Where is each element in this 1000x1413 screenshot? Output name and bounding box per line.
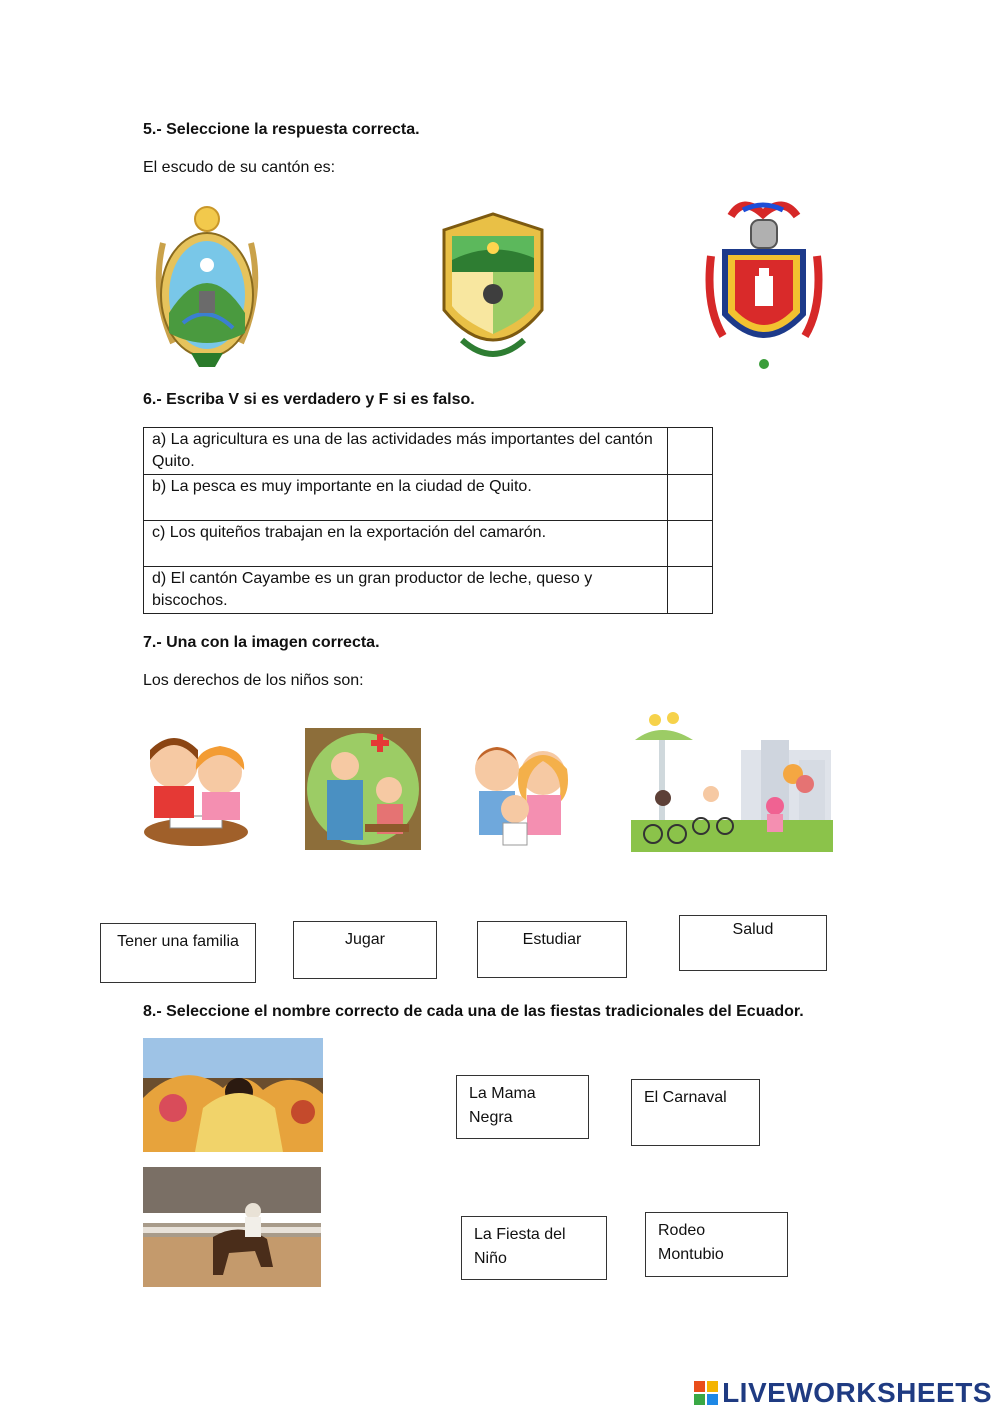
table-row bbox=[144, 521, 713, 567]
children-playing-image[interactable] bbox=[631, 710, 833, 852]
statement-a: a) La agricultura es una de las actividades más importantes del cantón Quito. bbox=[144, 428, 668, 475]
answer-cell-c[interactable] bbox=[668, 521, 713, 567]
mama-negra-photo[interactable] bbox=[143, 1038, 323, 1152]
answer-cell-d[interactable] bbox=[668, 567, 713, 614]
true-false-table bbox=[143, 427, 713, 614]
liveworksheets-logo-icon bbox=[694, 1381, 718, 1405]
statement-d: d) El cantón Cayambe es un gran productor de leche, queso y biscochos. bbox=[144, 567, 668, 614]
statement-c: c) Los quiteños trabajan en la exportación del camarón. bbox=[144, 521, 668, 567]
q7-heading: 7.- Una con la imagen correcta. bbox=[143, 634, 380, 651]
option-family-box[interactable]: Tener una familia bbox=[100, 923, 256, 983]
liveworksheets-logo bbox=[694, 1377, 992, 1409]
q6-heading: 6.- Escriba V si es verdadero y F si es falso. bbox=[143, 391, 475, 408]
brand-wordmark: LIVEWORKSHEETS bbox=[722, 1377, 992, 1408]
table-row bbox=[144, 428, 713, 475]
option-carnaval-box[interactable]: El Carnaval bbox=[631, 1079, 760, 1146]
q5-prompt: El escudo de su cantón es: bbox=[143, 159, 336, 176]
answer-cell-a[interactable] bbox=[668, 428, 713, 475]
coat-of-arms-2-image[interactable] bbox=[432, 210, 554, 372]
option-study-box[interactable]: Estudiar bbox=[477, 921, 627, 978]
family-image[interactable] bbox=[463, 733, 577, 851]
q7-prompt: Los derechos de los niños son: bbox=[143, 672, 364, 689]
answer-cell-b[interactable] bbox=[668, 475, 713, 521]
option-fiesta-nino-box[interactable]: La Fiesta del Niño bbox=[461, 1216, 607, 1280]
table-row bbox=[144, 475, 713, 521]
statement-b: b) La pesca es muy importante en la ciudad de Quito. bbox=[144, 475, 668, 521]
option-health-box[interactable]: Salud bbox=[679, 915, 827, 971]
q5-heading: 5.- Seleccione la respuesta correcta. bbox=[143, 121, 420, 138]
option-rodeo-montubio-box[interactable]: Rodeo Montubio bbox=[645, 1212, 788, 1277]
option-mama-negra-box[interactable]: La Mama Negra bbox=[456, 1075, 589, 1139]
coat-of-arms-1-image[interactable] bbox=[143, 203, 271, 371]
children-studying-image[interactable] bbox=[140, 720, 252, 850]
doctor-health-image[interactable] bbox=[305, 728, 421, 850]
coat-of-arms-3-image[interactable] bbox=[703, 196, 825, 372]
table-row bbox=[144, 567, 713, 614]
option-play-box[interactable]: Jugar bbox=[293, 921, 437, 979]
q8-heading: 8.- Seleccione el nombre correcto de cada una de las fiestas tradicionales del Ecuador. bbox=[143, 1003, 804, 1020]
rodeo-photo[interactable] bbox=[143, 1167, 321, 1287]
